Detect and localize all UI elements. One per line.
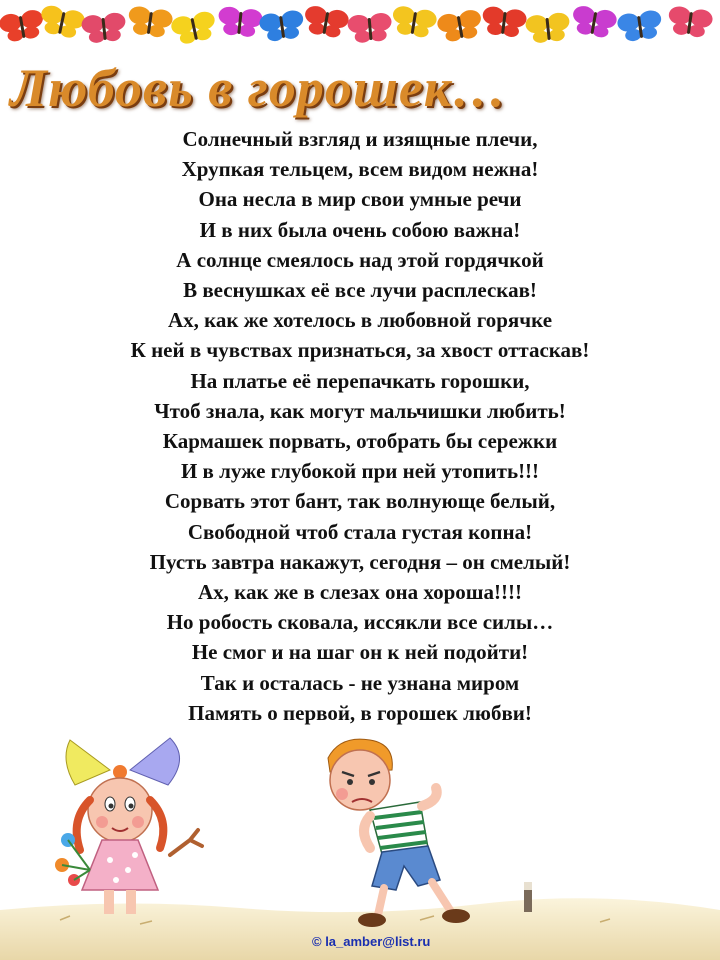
poem-line: Не смог и на шаг он к ней подойти! (191, 640, 529, 665)
poem-line: Хрупкая тельцем, всем видом нежна! (181, 157, 539, 182)
poem-line: И в луже глубокой при ней утопить!!! (180, 459, 540, 484)
poem-line: Солнечный взгляд и изящные плечи, (182, 127, 538, 151)
poem-line: На платье её перепачкать горошки, (190, 368, 530, 393)
butterfly-icon (390, 5, 438, 40)
butterfly-icon (616, 9, 663, 43)
butterfly-icon (170, 10, 219, 47)
girl-illustration-icon (40, 730, 210, 920)
butterfly-icon (0, 8, 46, 43)
copyright-text: © la_amber@list.ru (312, 934, 431, 949)
butterfly-icon (525, 12, 572, 44)
butterfly-icon (38, 4, 87, 41)
butterfly-icon (302, 4, 350, 39)
butterfly-icon (570, 4, 618, 39)
poem-line: Кармашек порвать, отобрать бы сережки (162, 429, 558, 454)
poem-line: Так и осталась - не узнана миром (200, 670, 520, 695)
butterfly-icon (126, 5, 173, 39)
butterfly-icon (217, 6, 264, 38)
butterfly-border (0, 0, 720, 56)
poem-line: Пусть завтра накажут, сегодня – он смелый! (149, 549, 571, 574)
poem-line: К ней в чувствах признаться, за хвост оттаскав! (130, 338, 590, 363)
poem-line: И в них была очень собою важна! (199, 217, 521, 242)
poem-line: В веснушках её все лучи расплескав! (183, 278, 537, 303)
butterfly-icon (436, 8, 484, 43)
poem-line: Сорвать этот бант, так волнующе белый, (164, 489, 556, 514)
poem-line: А солнце смеялось над этой гордячкой (176, 247, 544, 272)
post-icon (518, 878, 538, 918)
poem-line: Она несла в мир свои умные речи (198, 187, 522, 212)
poem (0, 124, 720, 728)
poem-line: Чтоб знала, как могут мальчишки любить! (154, 398, 566, 423)
poem-line: Память о первой, в горошек любви! (188, 700, 532, 725)
butterfly-icon (258, 9, 305, 43)
poem-line: Но робость сковала, иссякли все силы… (166, 610, 554, 635)
butterfly-icon (81, 12, 128, 44)
butterfly-icon (666, 5, 713, 39)
poem-line: Ах, как же хотелось в любовной горячке (167, 308, 553, 333)
butterfly-icon (347, 12, 393, 44)
page-title: Любовь в горошек… (10, 58, 508, 118)
poem-line: Свободной чтоб стала густая копна! (187, 519, 533, 544)
poem-line: Ах, как же в слезах она хороша!!!! (198, 580, 522, 605)
butterfly-icon (480, 5, 527, 38)
boy-illustration-icon (300, 730, 470, 930)
